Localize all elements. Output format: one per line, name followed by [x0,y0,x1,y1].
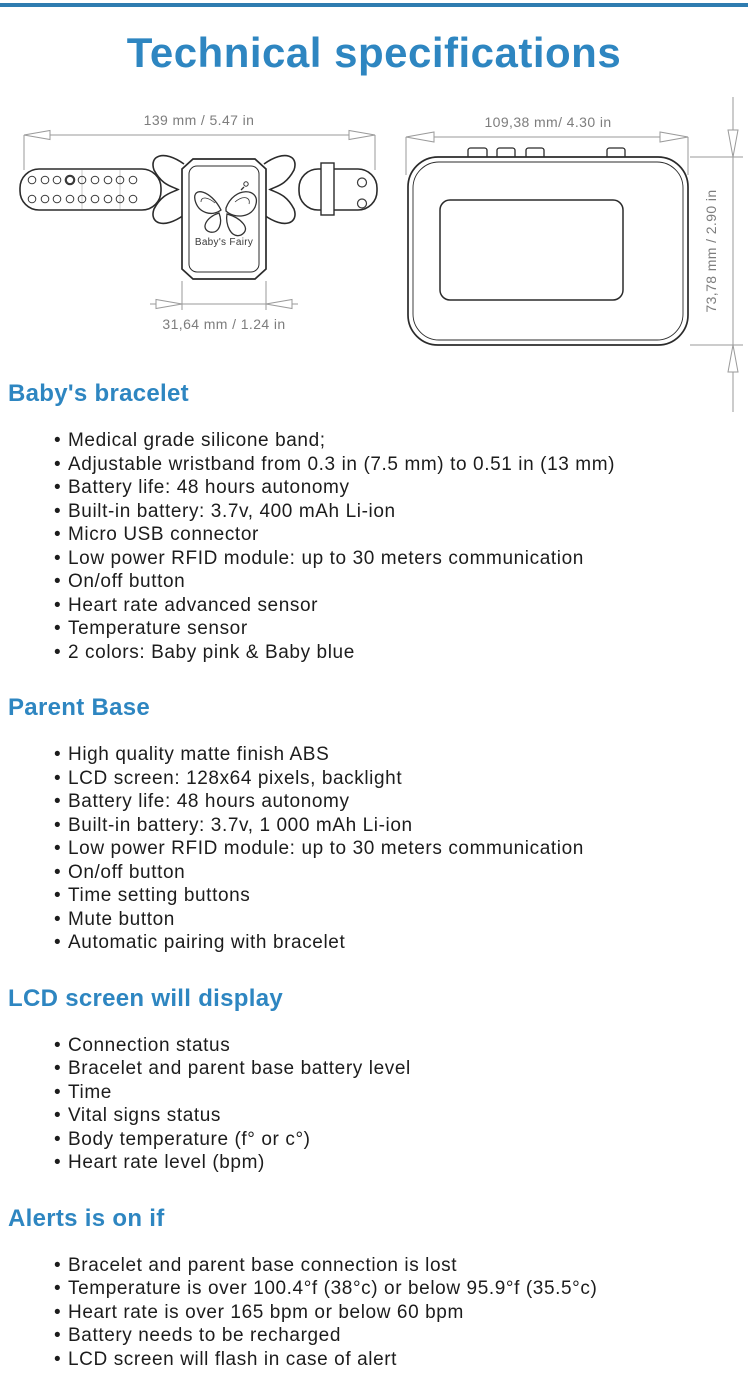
parent-base-diagram [398,97,748,414]
spec-item: • Heart rate level (bpm) [68,1151,748,1175]
spec-item: • Temperature is over 100.4°f (38°c) or below 95.9°f (35.5°c) [68,1277,748,1301]
spec-item: • Vital signs status [68,1104,748,1128]
base-width-label: 109,38 mm/ 4.30 in [484,114,612,130]
spec-item: • Heart rate advanced sensor [68,594,748,618]
bracelet-left-strap [20,169,161,210]
base-height-label: 73,78 mm / 2.90 in [703,189,719,313]
bullet-list-lcd-display [0,1034,748,1175]
spec-item: • On/off button [68,570,748,594]
section-heading-alerts: Alerts is on if [8,1204,165,1232]
page-title: Technical specifications [126,29,622,76]
spec-item: • Battery life: 48 hours autonomy [68,790,748,814]
spec-item: • Medical grade silicone band; [68,429,748,453]
spec-item: • Battery life: 48 hours autonomy [68,476,748,500]
top-accent-bar [0,3,748,7]
spec-item: • Bracelet and parent base battery level [68,1057,748,1081]
bullet-list-alerts [0,1254,748,1372]
spec-item: • Built-in battery: 3.7v, 1 000 mAh Li-ion [68,814,748,838]
spec-item: • Micro USB connector [68,523,748,547]
section-heading-lcd-display: LCD screen will display [8,984,283,1012]
spec-item: • Low power RFID module: up to 30 meters communication [68,837,748,861]
spec-item: • High quality matte finish ABS [68,743,748,767]
spec-item: • Heart rate is over 165 bpm or below 60 bpm [68,1301,748,1325]
technical-drawings [0,107,748,372]
spec-item: • Connection status [68,1034,748,1058]
section-heading-babys-bracelet: Baby's bracelet [8,380,189,407]
bracelet-diagram [5,107,390,352]
spec-item: • Bracelet and parent base connection is lost [68,1254,748,1278]
base-lcd-screen [440,200,623,300]
spec-item: • LCD screen will flash in case of alert [68,1348,748,1372]
bracelet-width-label: 139 mm / 5.47 in [143,112,255,128]
section-heading-parent-base: Parent Base [8,694,151,721]
spec-item: • Time [68,1081,748,1105]
spec-item: • Mute button [68,908,748,932]
spec-item: • 2 colors: Baby pink & Baby blue [68,641,748,665]
spec-item: • Time setting buttons [68,884,748,908]
spec-item: • Battery needs to be recharged [68,1324,748,1348]
bracelet-right-strap [299,163,377,215]
spec-item: • Temperature sensor [68,617,748,641]
spec-item: • On/off button [68,861,748,885]
spec-item: • Built-in battery: 3.7v, 400 mAh Li-ion [68,500,748,524]
bullet-list-babys-bracelet [0,429,748,664]
bracelet-module-width-label: 31,64 mm / 1.24 in [162,316,286,332]
bracelet-module-dimension [150,281,298,310]
base-body [408,157,688,345]
spec-item: • LCD screen: 128x64 pixels, backlight [68,767,748,791]
spec-item: • Body temperature (f° or c°) [68,1128,748,1152]
spec-item: • Automatic pairing with bracelet [68,931,748,955]
bullet-list-parent-base [0,743,748,955]
bracelet-logo-text: Baby's Fairy [194,237,254,248]
spec-item: • Adjustable wristband from 0.3 in (7.5 mm) to 0.51 in (13 mm) [68,453,748,477]
spec-item: • Low power RFID module: up to 30 meters communication [68,547,748,571]
bracelet-right-wing [264,156,295,224]
bracelet-module [182,159,266,279]
